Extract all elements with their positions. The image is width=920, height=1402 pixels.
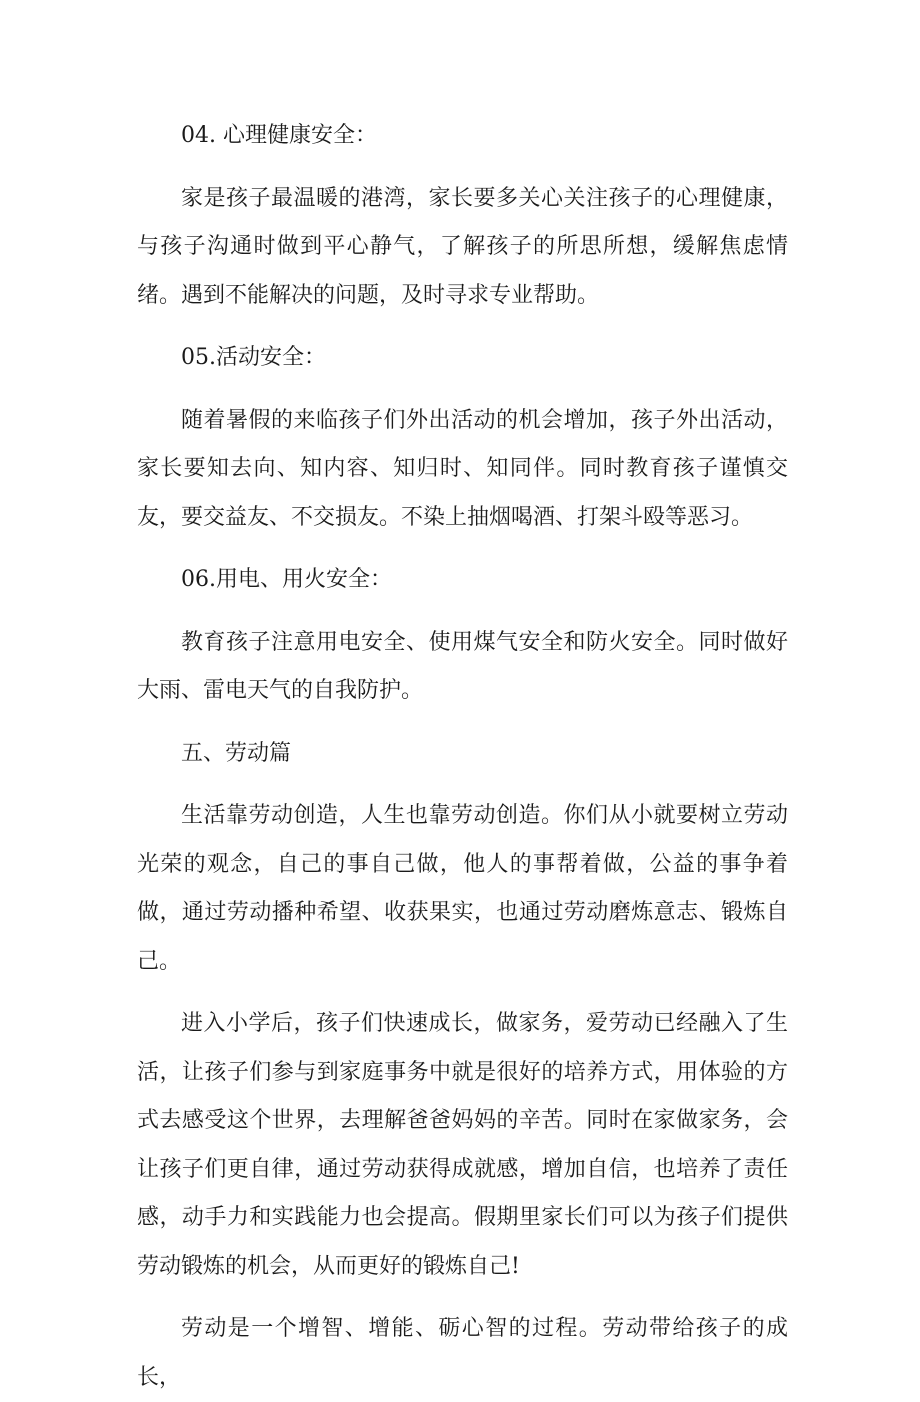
paragraph-labor-1: 生活靠劳动创造，人生也靠劳动创造。你们从小就要树立劳动光荣的观念，自己的事自己做，他人的事帮着做，公益的事争着做，通过劳动播种希望、收获果实，也通过劳动磨炼意志、锻炼自己。 <box>137 803 788 974</box>
section-heading-psychological-safety: 04. 心理健康安全： <box>181 123 377 148</box>
section-heading-labor: 五、劳动篇 <box>181 740 292 766</box>
paragraph-electricity-fire-safety: 教育孩子注意用电安全、使用煤气安全和防火安全。同时做好大雨、雷电天气的自我防护。 <box>137 629 788 703</box>
section-heading-activity-safety: 05.活动安全： <box>181 345 326 370</box>
paragraph-labor-2: 进入小学后，孩子们快速成长，做家务，爱劳动已经融入了生活，让孩子们参与到家庭事务中就是很好的培养方式，用体验的方式去感受这个世界，去理解爸爸妈妈的辛苦。同时在家做家务，会让孩子们更自律，通过劳动获得成就感，增加自信，也培养了责任感，动手力和实践能力也会提高。假期里家长们可以为孩子们提供劳动锻炼的机会，从而更好的锻炼自己! <box>137 1011 788 1279</box>
paragraph-psychological-safety: 家是孩子最温暖的港湾，家长要多关心关注孩子的心理健康，与孩子沟通时做到平心静气，了解孩子的所思所想，缓解焦虑情绪。遇到不能解决的问题，及时寻求专业帮助。 <box>137 185 788 308</box>
section-heading-electricity-fire-safety: 06.用电、用火安全： <box>181 567 392 592</box>
paragraph-labor-3: 劳动是一个增智、增能、砺心智的过程。劳动带给孩子的成长， <box>137 1316 788 1390</box>
paragraph-activity-safety: 随着暑假的来临孩子们外出活动的机会增加，孩子外出活动，家长要知去向、知内容、知归时、知同伴。同时教育孩子谨慎交友，要交益友、不交损友。不染上抽烟喝酒、打架斗殴等恶习。 <box>137 407 788 530</box>
